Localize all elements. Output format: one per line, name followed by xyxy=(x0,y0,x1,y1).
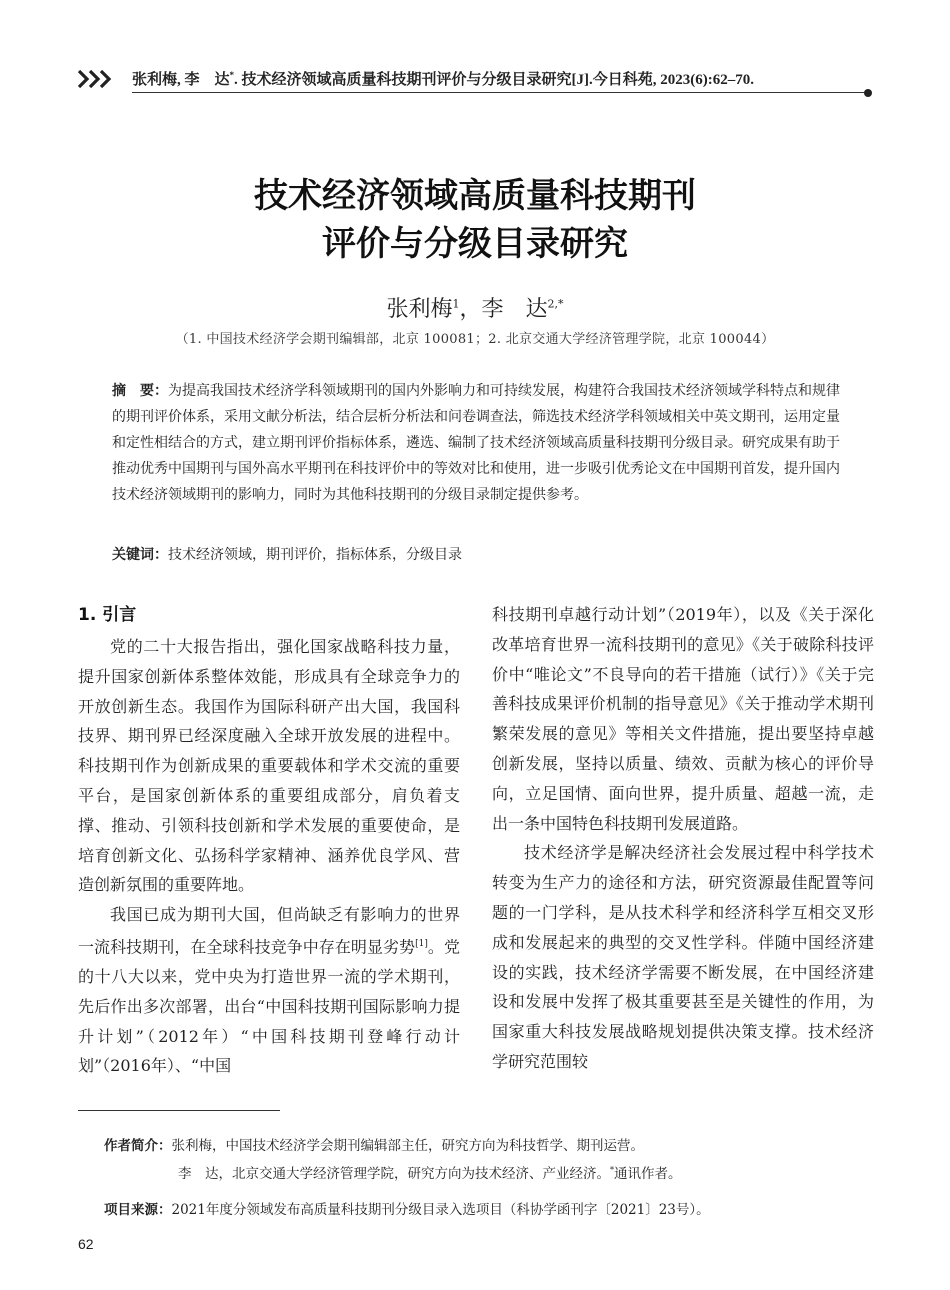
body-column-right xyxy=(492,600,874,1077)
keywords-text: 技术经济领域，期刊评价，指标体系，分级目录 xyxy=(168,547,462,563)
body-paragraph-2-continuation-left: 。党的十八大以来，党中央为打造世界一流的学术期刊，先后作出多次部署，出台“中国科技期刊国际影响力提升计划”（2012年）“中国科技期刊登峰行动计划”（2016年）、“中国 xyxy=(78,937,460,1076)
affiliations: （1. 中国技术经济学会期刊编辑部，北京 100081；2. 北京交通大学经济管理学院，北京 100044） xyxy=(175,332,775,347)
section-heading: 1. 引言 xyxy=(78,605,137,625)
footnote-rule xyxy=(78,1110,280,1111)
citation-ref: [1] xyxy=(415,938,428,949)
keywords-label: 关键词： xyxy=(112,547,168,563)
body-paragraph-2-continuation-right: 科技期刊卓越行动计划”（2019年），以及《关于深化改革培育世界一流科技期刊的意见》《关于破除科技评价中“唯论文”不良导向的若干措施（试行）》《关于完善科技成果评价机制的指导意见》《关于推动学术期刊繁荣发展的意见》等相关文件措施，提出要坚持卓越创新发展，坚持以质量、绩效、贡献为核心的评价导向，立足国情、面向世界，提升质量、超越一流，走出一条中国特色科技期刊发展道路。 xyxy=(492,605,874,833)
author-line: 张利梅$^1$，李 达$^{2,*}$ xyxy=(386,297,564,322)
body-paragraph-2-part-1: 我国已成为期刊大国，但尚缺乏有影响力的世界一流科技期刊，在全球科技竞争中存在明显劣势[1]。党的十八大以来，党中央为打造世界一流的学术期刊，先后作出多次部署，出台“中国科技期刊国际影响力提升计划”（2012年）“中国科技期刊登峰行动计划”（2016年）、“中国 xyxy=(78,905,460,1076)
abstract-label: 摘 要： xyxy=(112,383,168,399)
author-bio-2: 李 达，北京交通大学经济管理学院，研究方向为技术经济、产业经济。*通讯作者。 xyxy=(178,1165,682,1182)
body-column-left xyxy=(78,632,460,1081)
body-paragraph-3: 技术经济学是解决经济社会发展过程中科学技术转变为生产力的途径和方法，研究资源最佳配置等问题的一门学科，是从技术科学和经济科学互相交叉形成和发展起来的典型的交叉性学科。伴随中国经济建设的实践，技术经济学需要不断发展，在中国经济建设和发展中发挥了极其重要甚至是关键性的作用，为国家重大科技发展战略规划提供决策支撑。技术经济学研究范围较 xyxy=(492,843,874,1071)
header-rule-dot xyxy=(864,89,872,97)
header-rule xyxy=(132,92,868,93)
article-title-line-1: 技术经济领域高质量科技期刊 xyxy=(254,176,696,216)
body-paragraph-1: 党的二十大报告指出，强化国家战略科技力量，提升国家创新体系整体效能，形成具有全球竞争力的开放创新生态。我国作为国际科研产出大国，我国科技界、期刊界已经深度融入全球开放发展的进程中。科技期刊作为创新成果的重要载体和学术交流的重要平台，是国家创新体系的重要组成部分，肩负着支撑、推动、引领科技创新和学术发展的重要使命，是培育创新文化、弘扬科学家精神、涵养优良学风、营造创新氛围的重要阵地。 xyxy=(78,637,460,895)
abstract-text: 为提高我国技术经济学科领域期刊的国内外影响力和可持续发展，构建符合我国技术经济领域学科特点和规律的期刊评价体系，采用文献分析法，结合层析分析法和问卷调查法，筛选技术经济学科领域相关中英文期刊，运用定量和定性相结合的方式，建立期刊评价指标体系，遴选、编制了技术经济领域高质量科技期刊分级目录。研究成果有助于推动优秀中国期刊与国外高水平期刊在科技评价中的等效对比和使用，进一步吸引优秀论文在中国期刊首发，提升国内技术经济领域期刊的影响力，同时为其他科技期刊的分级目录制定提供参考。 xyxy=(112,383,840,503)
citation-line: 张利梅, 李 达*. 技术经济领域高质量科技期刊评价与分级目录研究[J].今日科苑, 2023(6):62–70. xyxy=(132,70,754,88)
triple-chevron-icon xyxy=(78,70,114,88)
running-header xyxy=(78,62,878,96)
funding-source: 项目来源：2021年度分领域发布高质量科技期刊分级目录入选项目（科协学函刊字〔2021〕23号）。 xyxy=(104,1202,710,1218)
author-bio-1: 作者简介：张利梅，中国技术经济学会期刊编辑部主任，研究方向为科技哲学、期刊运营。 xyxy=(104,1138,644,1154)
page-number: 62 xyxy=(78,1236,94,1252)
abstract xyxy=(112,378,840,508)
article-title-line-2: 评价与分级目录研究 xyxy=(322,224,628,264)
keywords xyxy=(112,542,840,568)
body-paragraph-2-part-2 xyxy=(492,600,874,838)
